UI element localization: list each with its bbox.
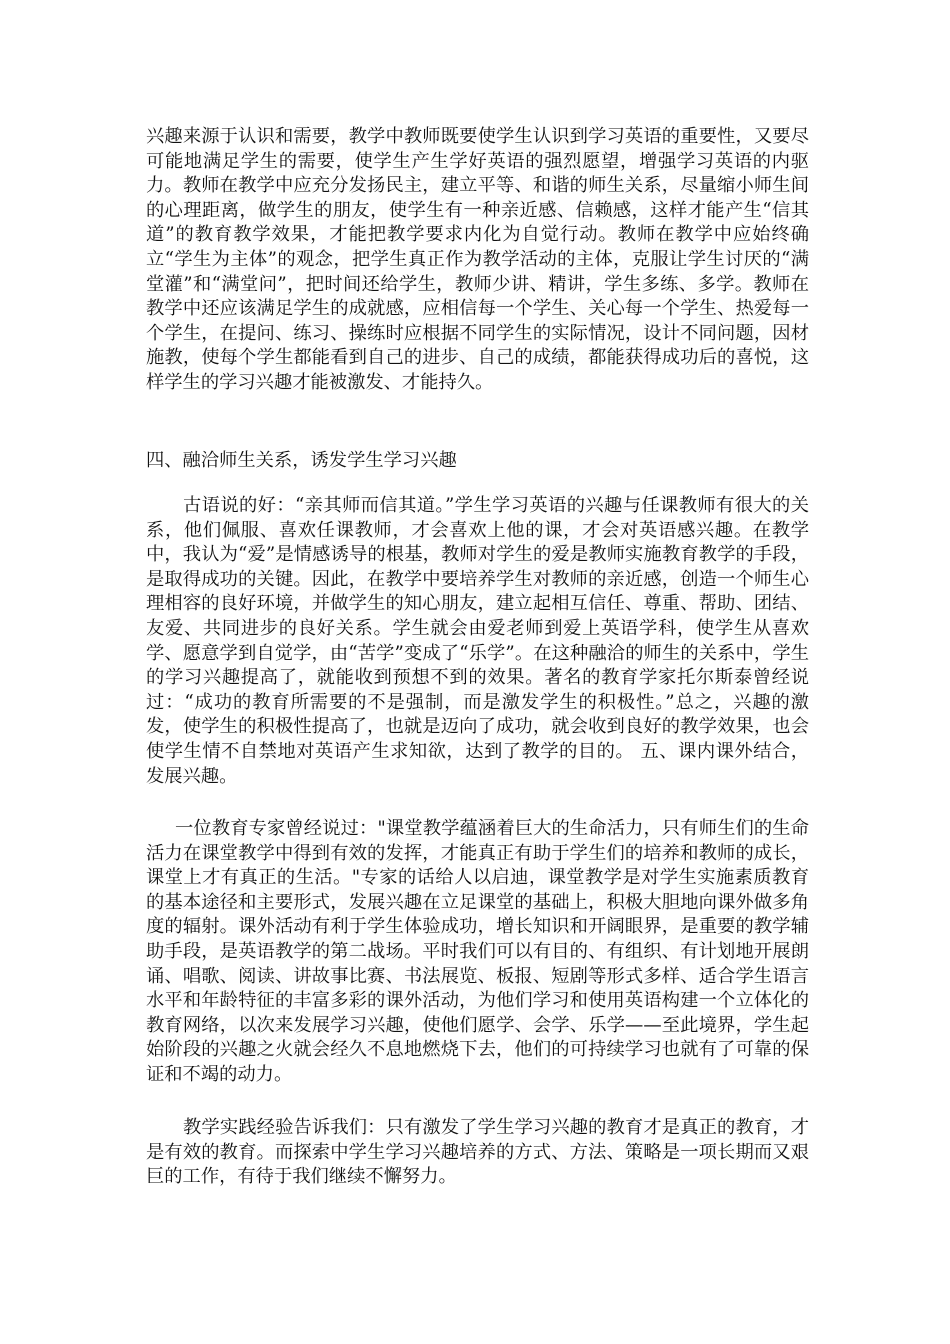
paragraph-interest-source: 兴趣来源于认识和需要，教学中教师既要使学生认识到学习英语的重要性，又要尽可能地满足学生的需要，使学生产生学好英语的强烈愿望，增强学习英语的内驱力。教师在教学中应充分发扬民主，建立平等、和谐的师生关系，尽量缩小师生间的心理距离，做学生的朋友，使学生有一种亲近感、信赖感，这样才能产生“信其道”的教育教学效果，才能把教学要求内化为自觉行动。教师在教学中应始终确立“学生为主体”的观念，把学生真正作为教学活动的主体，克服让学生讨厌的“满堂灌”和“满堂问”，把时间还给学生，教师少讲、精讲，学生多练、多学。教师在教学中还应该满足学生的成就感，应相信每一个学生、关心每一个学生、热爱每一个学生，在提问、练习、操练时应根据不同学生的实际情况，设计不同问题，因材施教，使每个学生都能看到自己的进步、自己的成绩，都能获得成功后的喜悦，这样学生的学习兴趣才能被激发、才能持久。: [146, 126, 809, 393]
paragraph-conclusion: 教学实践经验告诉我们：只有激发了学生学习兴趣的教育才是真正的教育，才是有效的教育。而探索中学生学习兴趣培养的方式、方法、策略是一项长期而又艰巨的工作，有待于我们继续不懈努力。: [146, 1117, 809, 1188]
paragraph-teacher-student-relationship: 古语说的好：“亲其师而信其道。”学生学习英语的兴趣与任课教师有很大的关系，他们佩服、喜欢任课教师，才会喜欢上他的课，才会对英语感兴趣。在教学中，我认为“爱”是情感诱导的根基，教师对学生的爱是教师实施教育教学的手段，是取得成功的关键。因此，在教学中要培养学生对教师的亲近感，创造一个师生心理相容的良好环境，并做学生的知心朋友，建立起相互信任、尊重、帮助、团结、友爱、共同进步的良好关系。学生就会由爱老师到爱上英语学科，使学生从喜欢学、愿意学到自觉学，由“苦学”变成了“乐学”。在这种融洽的师生的关系中，学生的学习兴趣提高了，就能收到预想不到的效果。著名的教育学家托尔斯泰曾经说过：“成功的教育所需要的不是强制，而是激发学生的积极性。”总之，兴趣的激发，使学生的积极性提高了，也就是迈向了成功，就会收到良好的教学效果，也会使学生情不自禁地对英语产生求知欲，达到了教学的目的。 五、课内课外结合，发展兴趣。: [146, 495, 809, 787]
paragraph-classroom-extracurricular: 一位教育专家曾经说过："课堂教学蕴涵着巨大的生命活力，只有师生们的生命活力在课堂教学中得到有效的发挥，才能真正有助于学生们的培养和教师的成长，课堂上才有真正的生活。"专家的话给人以启迪，课堂教学是对学生实施素质教育的基本途径和主要形式，发展兴趣在立足课堂的基础上，积极大胆地向课外做多角度的辐射。课外活动有利于学生体验成功，增长知识和开阔眼界，是重要的教学辅助手段，是英语教学的第二战场。平时我们可以有目的、有组织、有计划地开展朗诵、唱歌、阅读、讲故事比赛、书法展览、板报、短剧等形式多样、适合学生语言水平和年龄特征的丰富多彩的课外活动，为他们学习和使用英语构建一个立体化的教育网络，以次来发展学习兴趣，使他们愿学、会学、乐学——至此境界，学生起始阶段的兴趣之火就会经久不息地燃烧下去，他们的可持续学习也就有了可靠的保证和不竭的动力。: [146, 818, 809, 1085]
section-heading-4: 四、融洽师生关系，诱发学生学习兴趣: [146, 450, 457, 471]
